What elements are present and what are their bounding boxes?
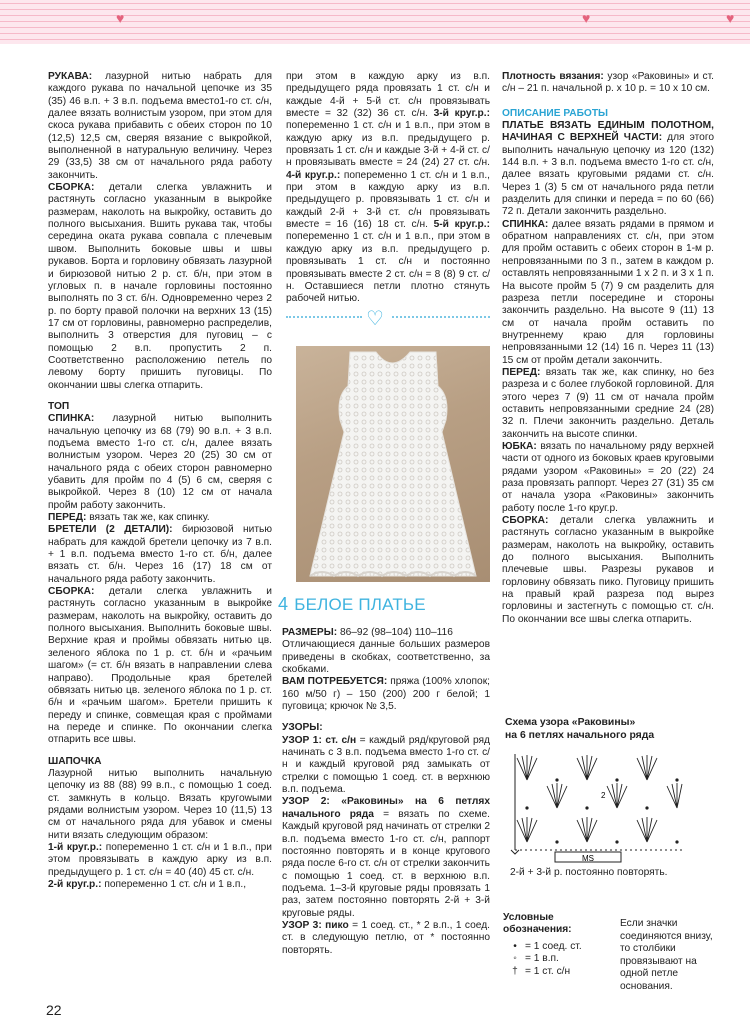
project-title: [278, 594, 426, 615]
double-crochet-icon: †: [512, 965, 518, 977]
legend-item: [505, 953, 582, 966]
section-title: СБОРКА:: [48, 182, 95, 194]
paragraph-text: вязать так же, как спинку, но без разреза и с более глубокой горловиной. Для этого через 7 (9) 11 см от начала пройм оставить непровязанными средние 24 (28) 32 п. Плечи закончить раздельно. Деталь закончить на высоте спинки.: [502, 366, 714, 440]
page-number: 22: [46, 1002, 62, 1018]
section-title: СБОРКА:: [502, 515, 549, 527]
legend-title: [503, 912, 572, 937]
paragraph-text: Лазурной нитью выполнить начальную цепочку из 88 (88) 99 в.п., с помощью 1 соед. ст. замкнуть в кольцо. Вязать кругowыми рядами волнистым узором. Через 10 (11,5) 13 см от начального ряда для убавок и смены нити вязать следующим образом:: [48, 767, 272, 841]
paragraph-text: далее вязать рядами в прямом и обратном направлениях ст. с/н, при этом для пройм оставить с обеих сторон в 1-м р. непровязанными по 3 п., затем в каждом р. оставлять непровязанными 1 х 2 п. и 3 х 1 п. На высоте пройм 5 (7) 9 см разделить для разреза петли посередине и стороны закончить раздельно. На высоте 9 (11) 13 см от начала пройм оставить по внутреннему краю для горловины непровязанными 12 (14) 16 п. Через 11 (13) 15 см от пройм детали закончить.: [502, 218, 714, 366]
section-title: ПЕРЕД:: [502, 366, 541, 378]
scheme-label-ms: MS: [582, 854, 594, 863]
chain-stitch-icon: ◦: [513, 953, 517, 965]
divider: [392, 316, 490, 318]
scheme-title-line: Схема узора «Раковины»: [505, 717, 636, 728]
scheme-label-row: 2: [601, 791, 606, 800]
section-title: СБОРКА:: [48, 586, 95, 598]
paragraph-text: вязать по начальному ряду верхней части от одного из боковых краев круговыми рядами узором «Раковины» = 20 (22) 24 раза провязать раппорт. Через 27 (31) 35 см от начала узора «Раковины» закончить работу после 1-го круг.р.: [502, 440, 714, 514]
project-number: 4: [278, 594, 289, 614]
scheme-title-line: на 6 петлях начального ряда: [505, 730, 655, 741]
paragraph-text: лазурной нитью набрать для каждого рукава по начальной цепочке из 35 (35) 46 в.п. + 3 в.п. подъема вместо1-го ст. с/н, далее вязать волнистым узором, при этом для скоса рукава прибавить с обеих сторон по 10 (12,5) 12,5 см, сверяя вязание с выкройкой, выполненной в натуральную величину. Через 29 (33,5) 38 см от начального ряда работу закончить.: [48, 71, 272, 181]
legend-title-line: Условные: [503, 912, 554, 923]
section-title: РАЗМЕРЫ:: [282, 627, 338, 638]
paragraph-text: 86–92 (98–104) 110–116: [339, 627, 453, 638]
decorative-top-band: [0, 0, 750, 44]
row-title: 3-й круг.р.:: [433, 108, 490, 120]
section-title: Плотность вязания:: [502, 71, 604, 82]
paragraph-text: вязать так же, как спинку.: [89, 512, 210, 524]
paragraph-text: попеременно 1 ст. с/н и 1 в.п., при этом в каждую арку из в.п. предыдущего р. провязывать 1 ст. с/н и каждый 2-й + 3-й ст. с/н провязывать вместе = 16 (16) 18 ст. с/н.: [286, 169, 490, 231]
section-title: РУКАВА:: [48, 71, 93, 82]
top-heading: ТОП: [48, 400, 70, 412]
paragraph-text: узор «Раковины» и ст. с/н – 21 п. начальной р. х 10 р. = 10 х 10 см.: [502, 71, 714, 95]
heart-icon: ♥: [582, 10, 591, 26]
paragraph-text: попеременно 1 ст. с/н и 1 в.п., при этом провязывать в каждую арку из в.п. предыдущего р. 1 ст. с/н = 40 (40) 45 ст. с/н.: [48, 841, 272, 878]
heart-icon: ♥: [116, 10, 125, 26]
scheme-title: [505, 716, 705, 742]
paragraph-text: Отличающиеся данные больших размеров приведены в скобках, соответственно, за скобками.: [282, 639, 490, 676]
row-title: 1-й круг.р.:: [48, 841, 103, 853]
legend-title-line: обозначения:: [503, 924, 572, 936]
section-title: БРЕТЕЛИ (2 ДЕТАЛИ):: [48, 524, 173, 536]
legend-text: = 1 ст. с/н: [525, 965, 571, 977]
section-title: ПЕРЕД:: [48, 512, 87, 524]
paragraph-text: бирюзовой нитью набрать для каждой бретели цепочку из 7 в.п. + 1 в.п. подъема вместо 1-го ст. б/н, далее вязать ст. б/н. Через 16 (17) 18 см от начального ряда работу закончить.: [48, 524, 272, 585]
slip-stitch-icon: •: [513, 940, 517, 952]
project-name: БЕЛОЕ ПЛАТЬЕ: [294, 595, 426, 614]
heart-icon: ♥: [726, 10, 735, 26]
legend: [505, 940, 582, 978]
patterns-heading: УЗОРЫ:: [282, 722, 323, 734]
legend-text: = 1 соед. ст.: [525, 940, 582, 952]
legend-item: [505, 940, 582, 953]
description-heading: ОПИСАНИЕ РАБОТЫ: [502, 107, 609, 119]
paragraph-text: попеременно 1 ст. с/н и 1 в.п., при этом в каждую арку из в.п. предыдущего р. провязать 1 ст. с/н и каждые 3-й + 4-й ст. с/н провязывать вместе = 24 (24) 27 ст. с/н.: [286, 120, 490, 169]
legend-note: Если значки соединяются внизу, то столбики провязывают на одной петле основания.: [620, 918, 713, 992]
legend-text: = 1 в.п.: [525, 953, 559, 965]
section-title: ПЛАТЬЕ ВЯЗАТЬ ЕДИНЫМ ПОЛОТНОМ, НАЧИНАЯ С ВЕРХНЕЙ ЧАСТИ:: [502, 120, 714, 144]
column-2-bottom: [282, 627, 490, 957]
column-3: [502, 71, 714, 626]
pattern-title: УЗОР 3: пико: [282, 919, 349, 931]
paragraph-text: детали слегка увлажнить и растянуть согласно указанным в выкройке размерам, наколоть на выкройку, оставить до полного высыхания. Выполнить боковые швы. Верхние края и проймы обвязать нитью цв. зеленого яблока по 1 р. ст. б/н и «рачьим шагом» (= ст. б/н вязать в направлении слева направо). Продольные края бретелей обвязать нитью цв. зеленого яблока по 1 р. ст. б/н и «рачьим шагом». Бретели пришить к переду и спинке, совмещая края с проймами на переде и спинке. По окончании слегка отпарить все швы.: [48, 586, 272, 746]
divider: [286, 316, 362, 318]
legend-item: [505, 965, 582, 978]
paragraph-text: детали слегка увлажнить и растянуть согласно указанным в выкройке размерам, наколоть на выкройку, оставить до полного высыхания. Вшить рукава так, чтобы середина оката рукава совпала с плечевым швом. Выполнить боковые швы и швы рукавов. Борта и горловину обвязать лазурной и бирюзовой нитью 2 р. ст. б/н, при этом в угловых п. в начале горловины постоянно выполнять по 3 ст. б/н. Одновременно через 2 р. по борту правой полочки на верхних 13 (15) 17 см от горловины, равномерно распределив, выполнить 3 отверстия для пуговиц – с помощью 2 в.п. пропустить 2 п. Соответственно расположению петель по левому борту пришить пуговицы. По окончании швы слегка отпарить.: [48, 182, 272, 391]
row-title: 4-й круг.р.:: [286, 169, 341, 181]
paragraph-text: пряжа (100% хлопок; 160 м/50 г) – 150 (200) 200 г белой; 1 пуговица; крючок № 3,5.: [282, 676, 490, 713]
section-title: СПИНКА:: [502, 218, 549, 230]
paragraph-text: при этом в каждую арку из в.п. предыдущего ряда провязать 1 ст. с/н и каждые 4-й + 5-й ст. с/н провязывать вместе = 32 (32) 36 ст. с/н.: [286, 71, 490, 120]
section-title: ЮБКА:: [502, 440, 537, 452]
paragraph-text: лазурной нитью выполнить начальную цепочку из 68 (79) 90 в.п. + 3 в.п. подъема вместо 1-го ст. с/н, далее вязать волнистым узором. Через 20 (25) 30 см от начального ряда с обеих сторон равномерно убавить для пройм по 4 (5) 6 см, сверяя с выкройкой. Через 8 (10) 12 см от начала пройм работу закончить.: [48, 413, 272, 511]
section-title: СПИНКА:: [48, 413, 95, 425]
pattern-title: УЗОР 2: «Раковины» на 6 петлях начального ряда: [282, 796, 490, 820]
paragraph-text: попеременно 1 ст. с/н и 1 в.п., при этом в каждую арку из в.п. предыдущего р. провязывать 1 ст. с/н и постоянно провязывать вместе 2 ст. с/н = 8 (8) 9 ст. с/н. Оставшиеся петли плотно стянуть рабочей нитью.: [286, 231, 490, 305]
hat-heading: ШАПОЧКА: [48, 755, 102, 767]
heart-outline-icon: ♡: [366, 308, 384, 330]
shell-pattern-chart: [505, 750, 695, 868]
paragraph-text: детали слегка увлажнить и растянуть согласно указанным в выкройке размерам, наколоть на выкройку, оставить до полного высыхания. Выполнить плечевые швы. Разрезы рукавов и горловину обвязать пико. Пуговицу пришить на правый край разреза под вырез горловины и застегнуть с помощью ст. с/н. По окончании все швы слегка отпарить.: [502, 515, 714, 625]
column-1: [48, 71, 272, 891]
paragraph-text: для этого выполнить начальную цепочку из 120 (132) 144 в.п. + 3 в.п. подъема вместо 1-го ст. с/н, далее вязать круговыми рядами ст. с/н. Через 1 (3) 5 см от начального ряда петли разделить для спинки и переда = по 60 (66) 72 п. Детали закончить раздельно.: [502, 132, 714, 218]
paragraph-text: = 1 соед. ст., * 2 в.п., 1 соед. ст. в следующую петлю, от * постоянно повторять.: [282, 919, 490, 956]
section-title: ВАМ ПОТРЕБУЕТСЯ:: [282, 676, 388, 688]
row-title: 5-й круг.р.:: [433, 219, 490, 231]
dress-photo: [296, 346, 490, 582]
row-title: 2-й круг.р.:: [48, 879, 102, 890]
scheme-note: 2-й + 3-й р. постоянно повторять.: [510, 867, 668, 878]
pattern-title: УЗОР 1: ст. с/н: [282, 734, 357, 746]
column-2-top: [286, 71, 490, 306]
dress-illustration: [296, 346, 490, 582]
paragraph-text: = каждый ряд/круговой ряд начинать с 3 в.п. подъема вместо 1-го ст. с/н и каждый круговой ряд замыкать от стрелки с помощью 1 соед. ст. в верхнюю в.п. подъема.: [282, 734, 490, 796]
paragraph-text: = вязать по схеме. Каждый круговой ряд начинать от стрелки 2 в.п. подъема вместо 1-го ст. с/н, раппорт постоянно повторять и в конце кругового ряда после 6-го ст. с/н от стрелки закончить с помощью 1 соед. ст. в верхнюю в.п. подъема. 1–3-й круговые ряды провязать 1 раз, затем постоянно повторять 2-й + 3-й круговые ряды.: [282, 808, 491, 919]
paragraph-text: попеременно 1 ст. с/н и 1 в.п.,: [104, 879, 247, 890]
